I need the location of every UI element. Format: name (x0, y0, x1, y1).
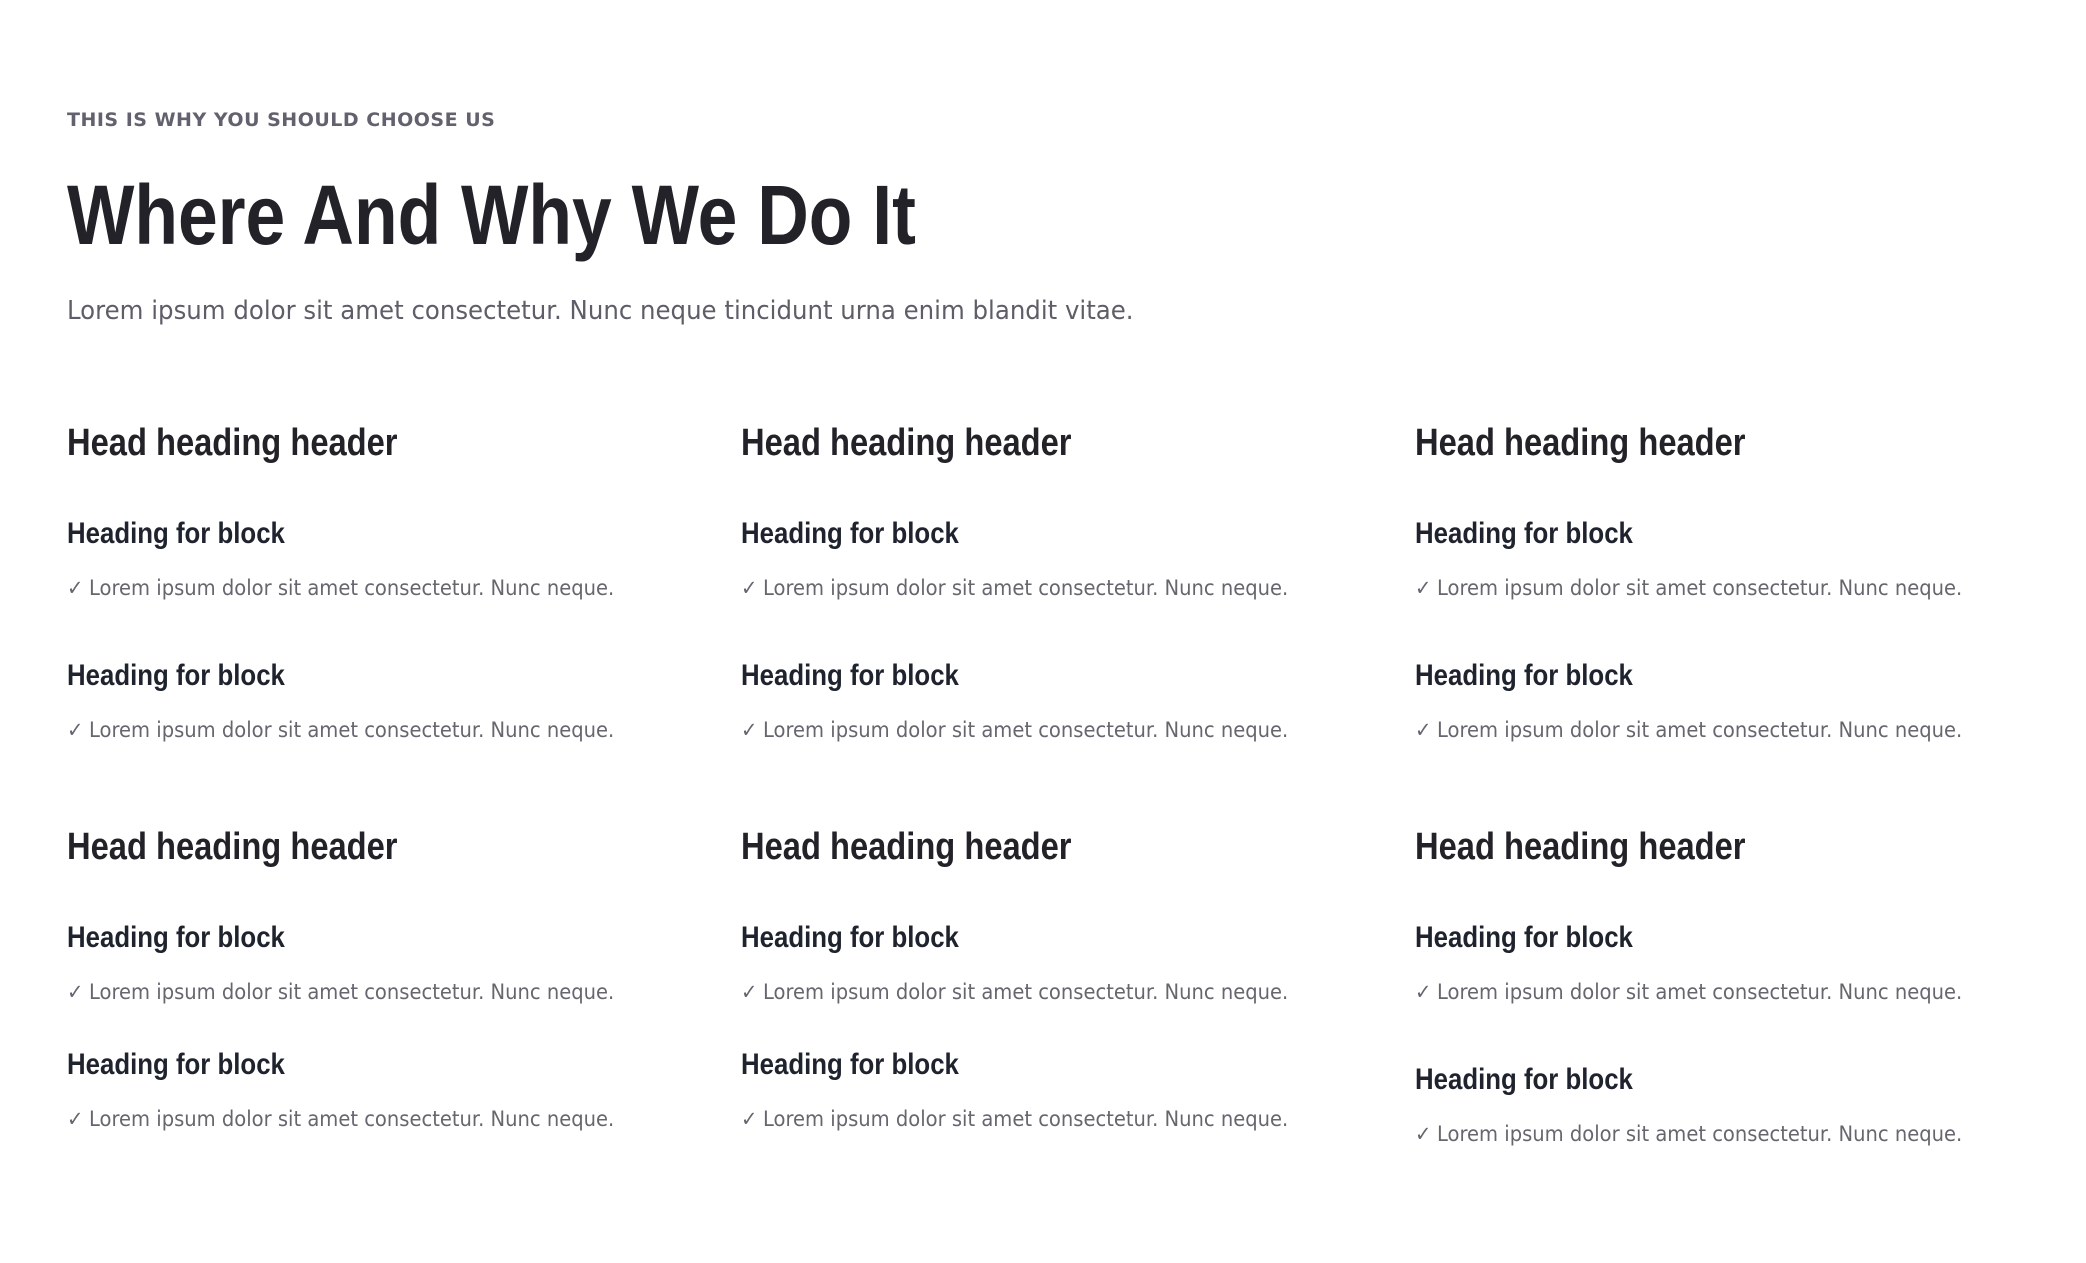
check-icon: ✓ (1415, 718, 1432, 742)
block-text (741, 977, 1288, 1007)
block-heading: Heading for block (1415, 517, 1633, 550)
check-icon: ✓ (741, 980, 758, 1004)
block-text-content: Lorem ipsum dolor sit amet consectetur. Nunc neque. (1436, 718, 1963, 742)
block-text-content: Lorem ipsum dolor sit amet consectetur. Nunc neque. (1436, 980, 1963, 1004)
block-text (67, 977, 614, 1007)
check-icon: ✓ (741, 1107, 758, 1131)
eyebrow-label: THIS IS WHY YOU SHOULD CHOOSE US (67, 109, 496, 131)
block-text (741, 573, 1288, 603)
group-heading: Head heading header (741, 826, 1072, 868)
group-heading: Head heading header (741, 422, 1072, 464)
check-icon: ✓ (1415, 1122, 1432, 1146)
block-text (741, 715, 1288, 745)
check-icon: ✓ (1415, 980, 1432, 1004)
page-subtitle: Lorem ipsum dolor sit amet consectetur. Nunc neque tincidunt urna enim blandit vitae. (67, 296, 1134, 326)
check-icon: ✓ (67, 718, 84, 742)
group-heading: Head heading header (67, 422, 398, 464)
block-text (1415, 573, 1962, 603)
check-icon: ✓ (67, 980, 84, 1004)
block-text (67, 1104, 614, 1134)
group-heading: Head heading header (1415, 422, 1746, 464)
block-text-content: Lorem ipsum dolor sit amet consectetur. Nunc neque. (1436, 576, 1963, 600)
block-heading: Heading for block (1415, 1063, 1633, 1096)
feature-group (741, 418, 1381, 778)
block-text (741, 1104, 1288, 1134)
block-text-content: Lorem ipsum dolor sit amet consectetur. Nunc neque. (88, 980, 615, 1004)
block-text (1415, 977, 1962, 1007)
feature-group (1415, 418, 2055, 778)
check-icon: ✓ (741, 718, 758, 742)
block-text-content: Lorem ipsum dolor sit amet consectetur. Nunc neque. (88, 718, 615, 742)
block-heading: Heading for block (741, 517, 959, 550)
block-text-content: Lorem ipsum dolor sit amet consectetur. Nunc neque. (88, 1107, 615, 1131)
block-heading: Heading for block (67, 1048, 285, 1081)
group-heading: Head heading header (67, 826, 398, 868)
block-heading: Heading for block (67, 517, 285, 550)
block-text-content: Lorem ipsum dolor sit amet consectetur. Nunc neque. (1436, 1122, 1963, 1146)
page-title: Where And Why We Do It (67, 168, 916, 262)
feature-group (67, 822, 707, 1162)
block-text-content: Lorem ipsum dolor sit amet consectetur. Nunc neque. (762, 576, 1289, 600)
block-text (1415, 715, 1962, 745)
block-text-content: Lorem ipsum dolor sit amet consectetur. Nunc neque. (88, 576, 615, 600)
block-heading: Heading for block (67, 659, 285, 692)
block-heading: Heading for block (741, 921, 959, 954)
block-text (1415, 1119, 1962, 1149)
feature-group (741, 822, 1381, 1162)
check-icon: ✓ (67, 576, 84, 600)
check-icon: ✓ (67, 1107, 84, 1131)
feature-group (67, 418, 707, 778)
why-choose-us-section (67, 0, 2027, 1263)
block-heading: Heading for block (741, 659, 959, 692)
group-heading: Head heading header (1415, 826, 1746, 868)
check-icon: ✓ (741, 576, 758, 600)
feature-group (1415, 822, 2055, 1182)
block-text (67, 715, 614, 745)
block-text (67, 573, 614, 603)
block-text-content: Lorem ipsum dolor sit amet consectetur. Nunc neque. (762, 718, 1289, 742)
block-text-content: Lorem ipsum dolor sit amet consectetur. Nunc neque. (762, 1107, 1289, 1131)
check-icon: ✓ (1415, 576, 1432, 600)
block-heading: Heading for block (1415, 921, 1633, 954)
block-text-content: Lorem ipsum dolor sit amet consectetur. Nunc neque. (762, 980, 1289, 1004)
block-heading: Heading for block (67, 921, 285, 954)
block-heading: Heading for block (1415, 659, 1633, 692)
block-heading: Heading for block (741, 1048, 959, 1081)
